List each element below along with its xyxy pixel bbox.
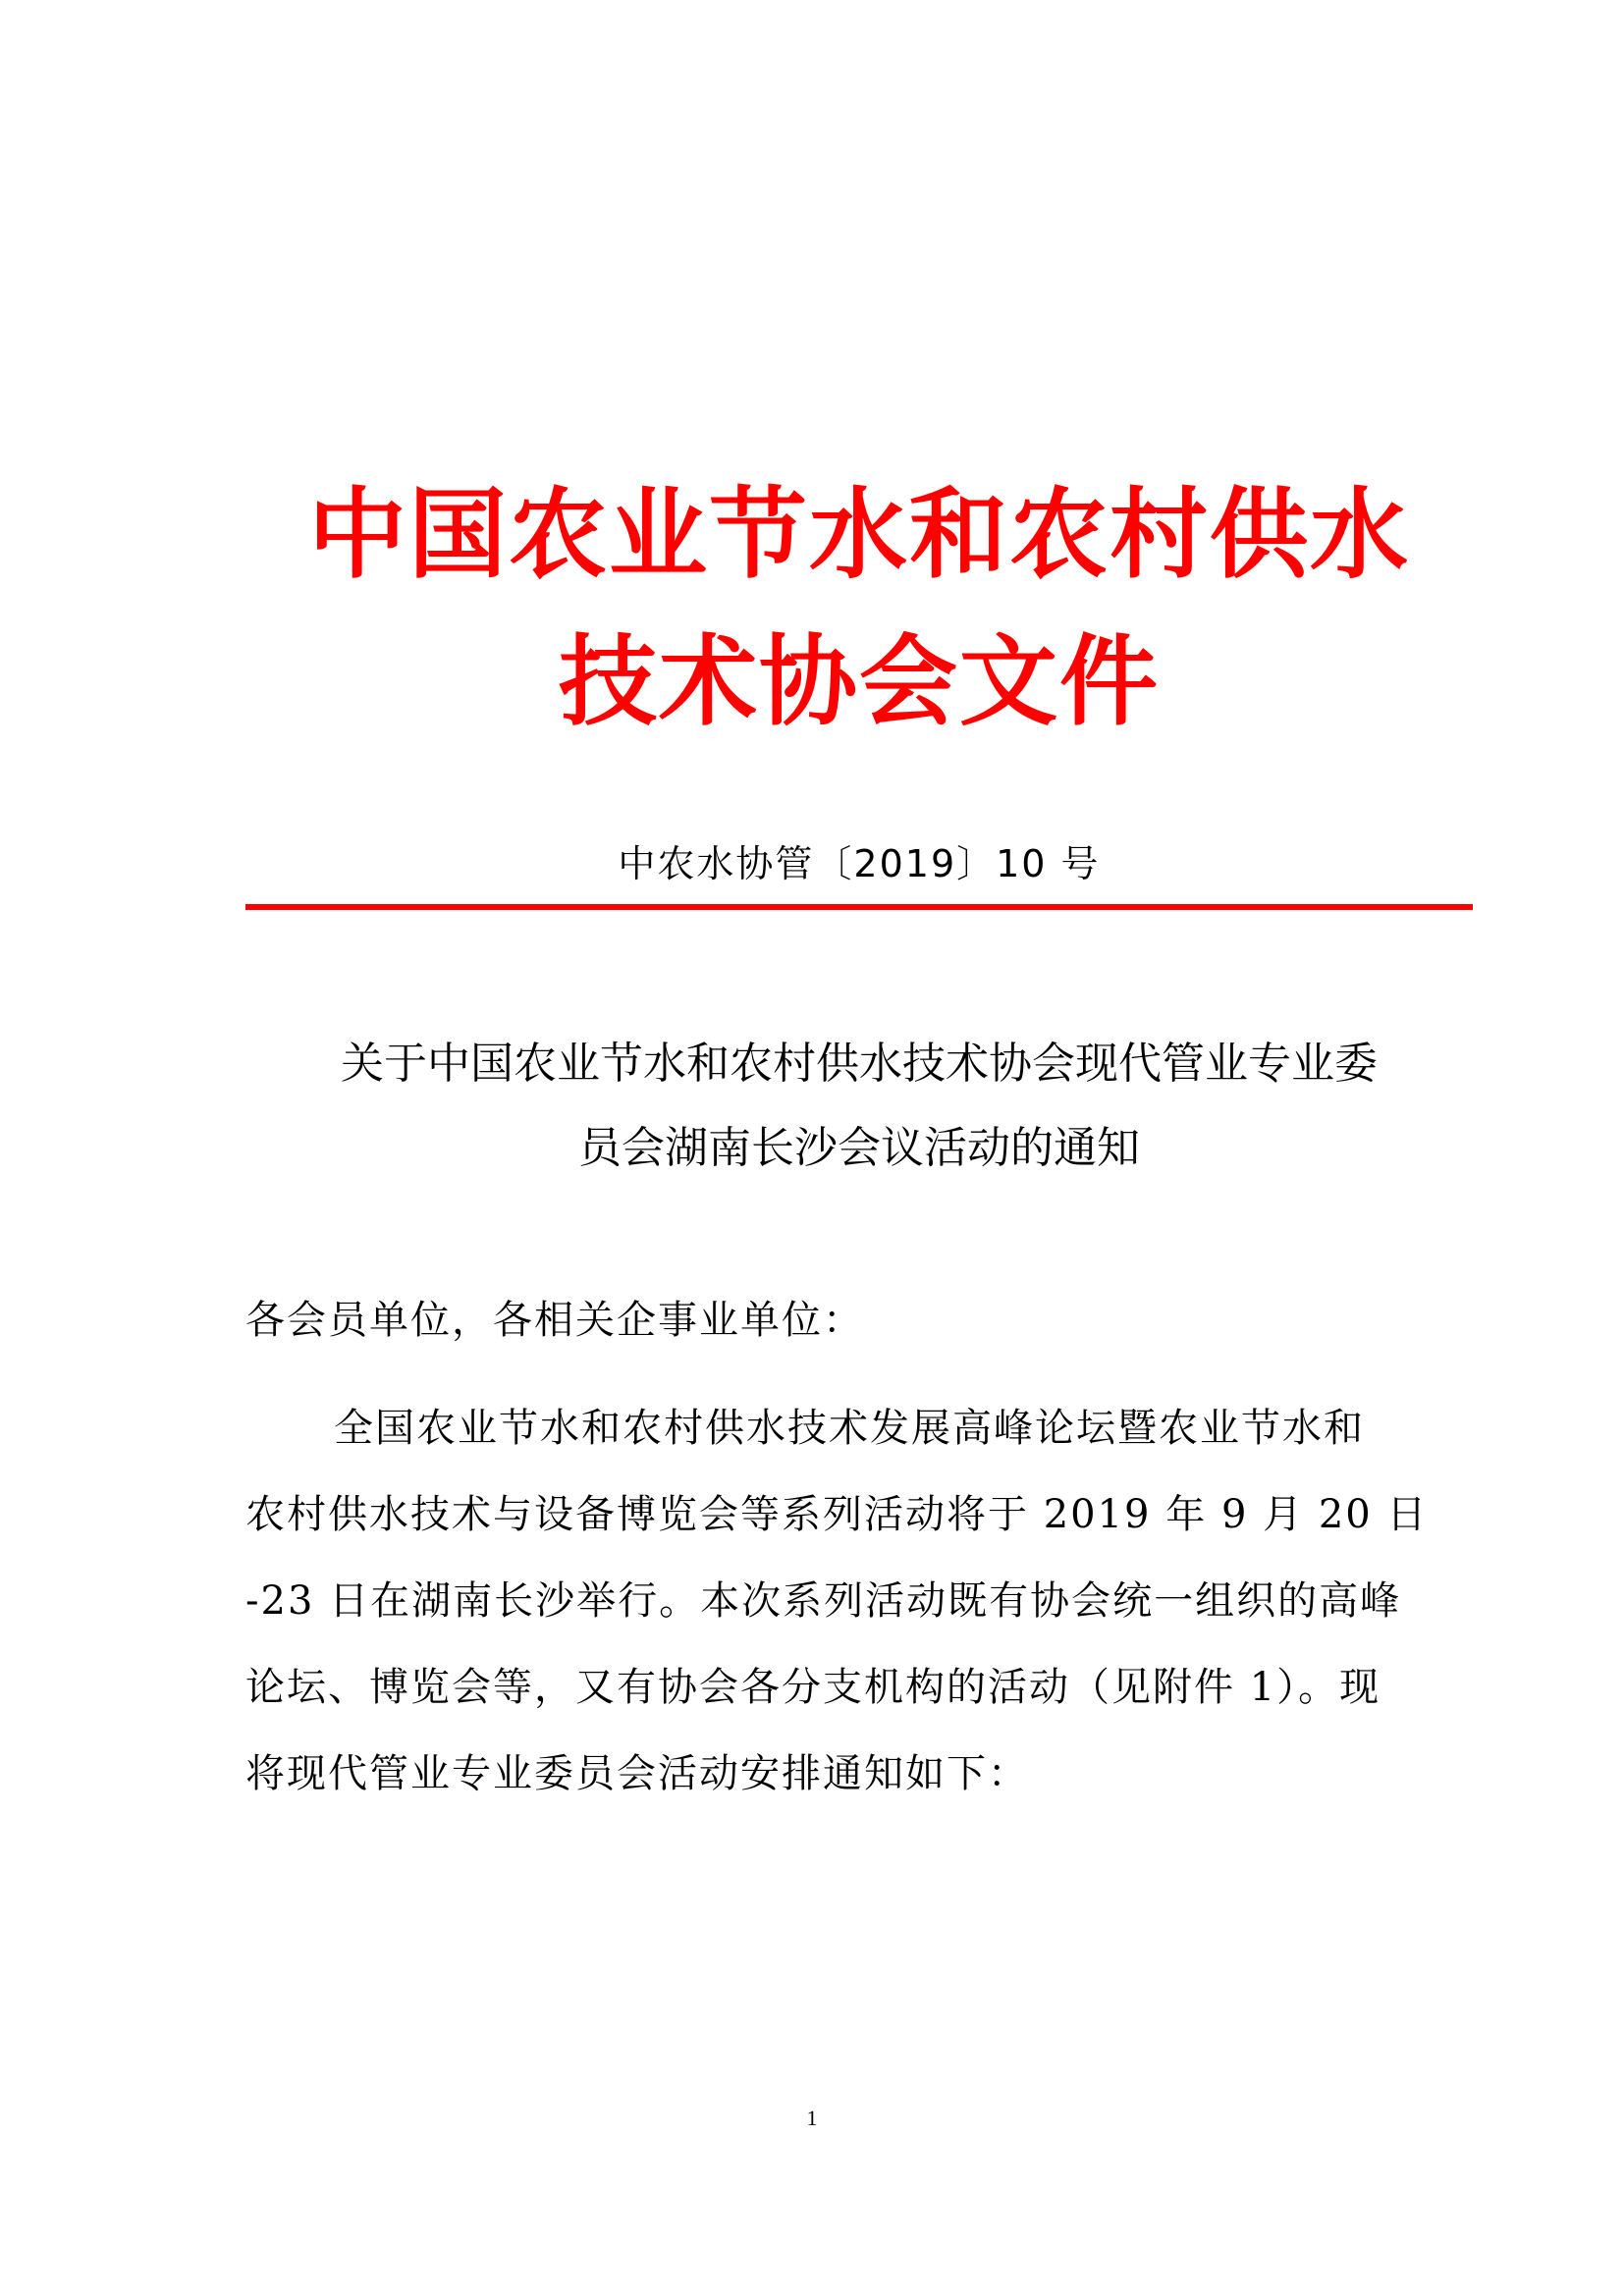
body-paragraph-line: 农村供水技术与设备博览会等系列活动将于 2019 年 9 月 20 日 — [245, 1492, 1429, 1537]
masthead-line-1: 中国农业节水和农村供水 — [308, 477, 1410, 592]
salutation: 各会员单位，各相关企事业单位： — [245, 1298, 864, 1343]
body-paragraph-line: 论坛、博览会等，又有协会各分支机构的活动（见附件 1）。现 — [245, 1665, 1381, 1710]
masthead-line-2: 技术协会文件 — [559, 624, 1160, 739]
notice-title-line-1: 关于中国农业节水和农村供水技术协会现代管业专业委 — [341, 1039, 1378, 1089]
document-number: 中农水协管〔2019〕10 号 — [618, 842, 1101, 885]
notice-title-line-2: 员会湖南长沙会议活动的通知 — [578, 1123, 1140, 1173]
body-paragraph-line: 全国农业节水和农村供水技术发展高峰论坛暨农业节水和 — [334, 1406, 1365, 1451]
body-paragraph-line: 将现代管业专业委员会活动安排通知如下： — [245, 1751, 1029, 1796]
body-paragraph-line: -23 日在湖南长沙举行。本次系列活动既有协会统一组织的高峰 — [245, 1578, 1402, 1624]
red-divider-rule — [245, 904, 1473, 910]
page-number: 1 — [806, 2106, 818, 2130]
